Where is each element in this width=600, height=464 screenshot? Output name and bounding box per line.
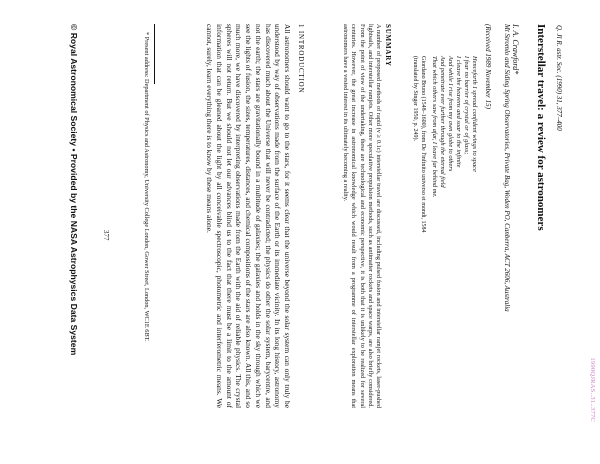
- poem-line: And penetrate ever further through the eternal field: [438, 56, 446, 188]
- summary-heading: SUMMARY: [384, 24, 392, 67]
- epigraph-poem: [429, 56, 478, 198]
- received-date: (Received 1989 November 15): [484, 24, 492, 109]
- summary-text: A number of proposed methods of rapid (v ≥ 0.1c) interstellar travel are discussed, including pulsed fusion and interstellar ramjet rockets, laser-pushed lightsails, and interstellar ramjets. Other more speculative propulsion methods, such as antimatter rockets and space warps, are also briefly considered. From the point of view of the undertaking, these are technological and economic perspective, it is both that it is unlikely to be realized for several centuries. However, the great increase in astronomical knowledge which would result from a programme of interstellar exploration means that astronomers have a vested interest in its ultimately becoming a reality.: [342, 24, 382, 408]
- bibcode: 1990QJRAS..31..377C: [589, 357, 596, 422]
- footnote: * Present address: Department of Physics and Astronomy, University College London, Gower Street, London, WC1E 6BT.: [143, 32, 150, 342]
- epigraph-source-line: Giordano Bruno (1548–1600), from De l'infinito universo et mondi, 1584: [420, 56, 426, 233]
- poem-line: I cleave the heavens and soar to the infinite: [454, 56, 462, 168]
- poem-line: That which others saw from afar, I leave far behind me.: [430, 56, 438, 198]
- author: I. A. Crawford*: [511, 24, 520, 75]
- affiliation: Mt Stromlo and Siding Spring Observatories, Private Bag, Woden PO, Canberra, ACT 2606, Australia: [503, 24, 511, 312]
- poem-line: I fear no barrier of crystal or of glass;: [462, 56, 470, 155]
- page-number: 377: [102, 230, 110, 241]
- poem-line: Henceforth I spread confident wings to space: [471, 56, 478, 172]
- ads-footer: © Royal Astronomical Society • Provided by the NASA Astrophysics Data System: [69, 24, 79, 356]
- epigraph-source: [411, 56, 427, 233]
- article-title: Interstellar travel: a review for astronomers: [535, 24, 547, 231]
- introduction-heading: 1 INTRODUCTION: [297, 24, 305, 94]
- epigraph-source-line: (translated by Singer 1950, p. 249).: [412, 56, 418, 141]
- journal-reference: Q. Jl R. astr. Soc. (1990) 31, 377–400: [555, 25, 563, 131]
- poem-line: And while I rise from my own globe to others: [446, 56, 454, 172]
- footnote-rule: [154, 24, 155, 84]
- introduction-text: All astronomers should want to go to the stars, for it seems clear that the universe beyond the solar system can only truly be understood by way of observations made from the surface of the Earth or its immediate vicinity. In its long history, astronomy has discovered much about the Universe that will never be contradicted; the physics do other the solar system, barycentre, and not the earth; the stars are gravitationally bound in a multitude of galaxies; the galaxies and holds in the sky through which we see the lights of fusion, the sizes, temperatures, distances, and chemical compositions of the stars are also known. All this, and so much more, we have discovered by interpreting observations made from the Earth with the aid of reliable physics. The crystal spheres will not return. But we should not let our advances blind us to the fact that there must be a limit to the amount of information that can be gleaned about the light by all conceivable spectroscopic, photometric and interferometric means. We cannot, surely, learn everything there is to know by these means alone.: [205, 24, 292, 408]
